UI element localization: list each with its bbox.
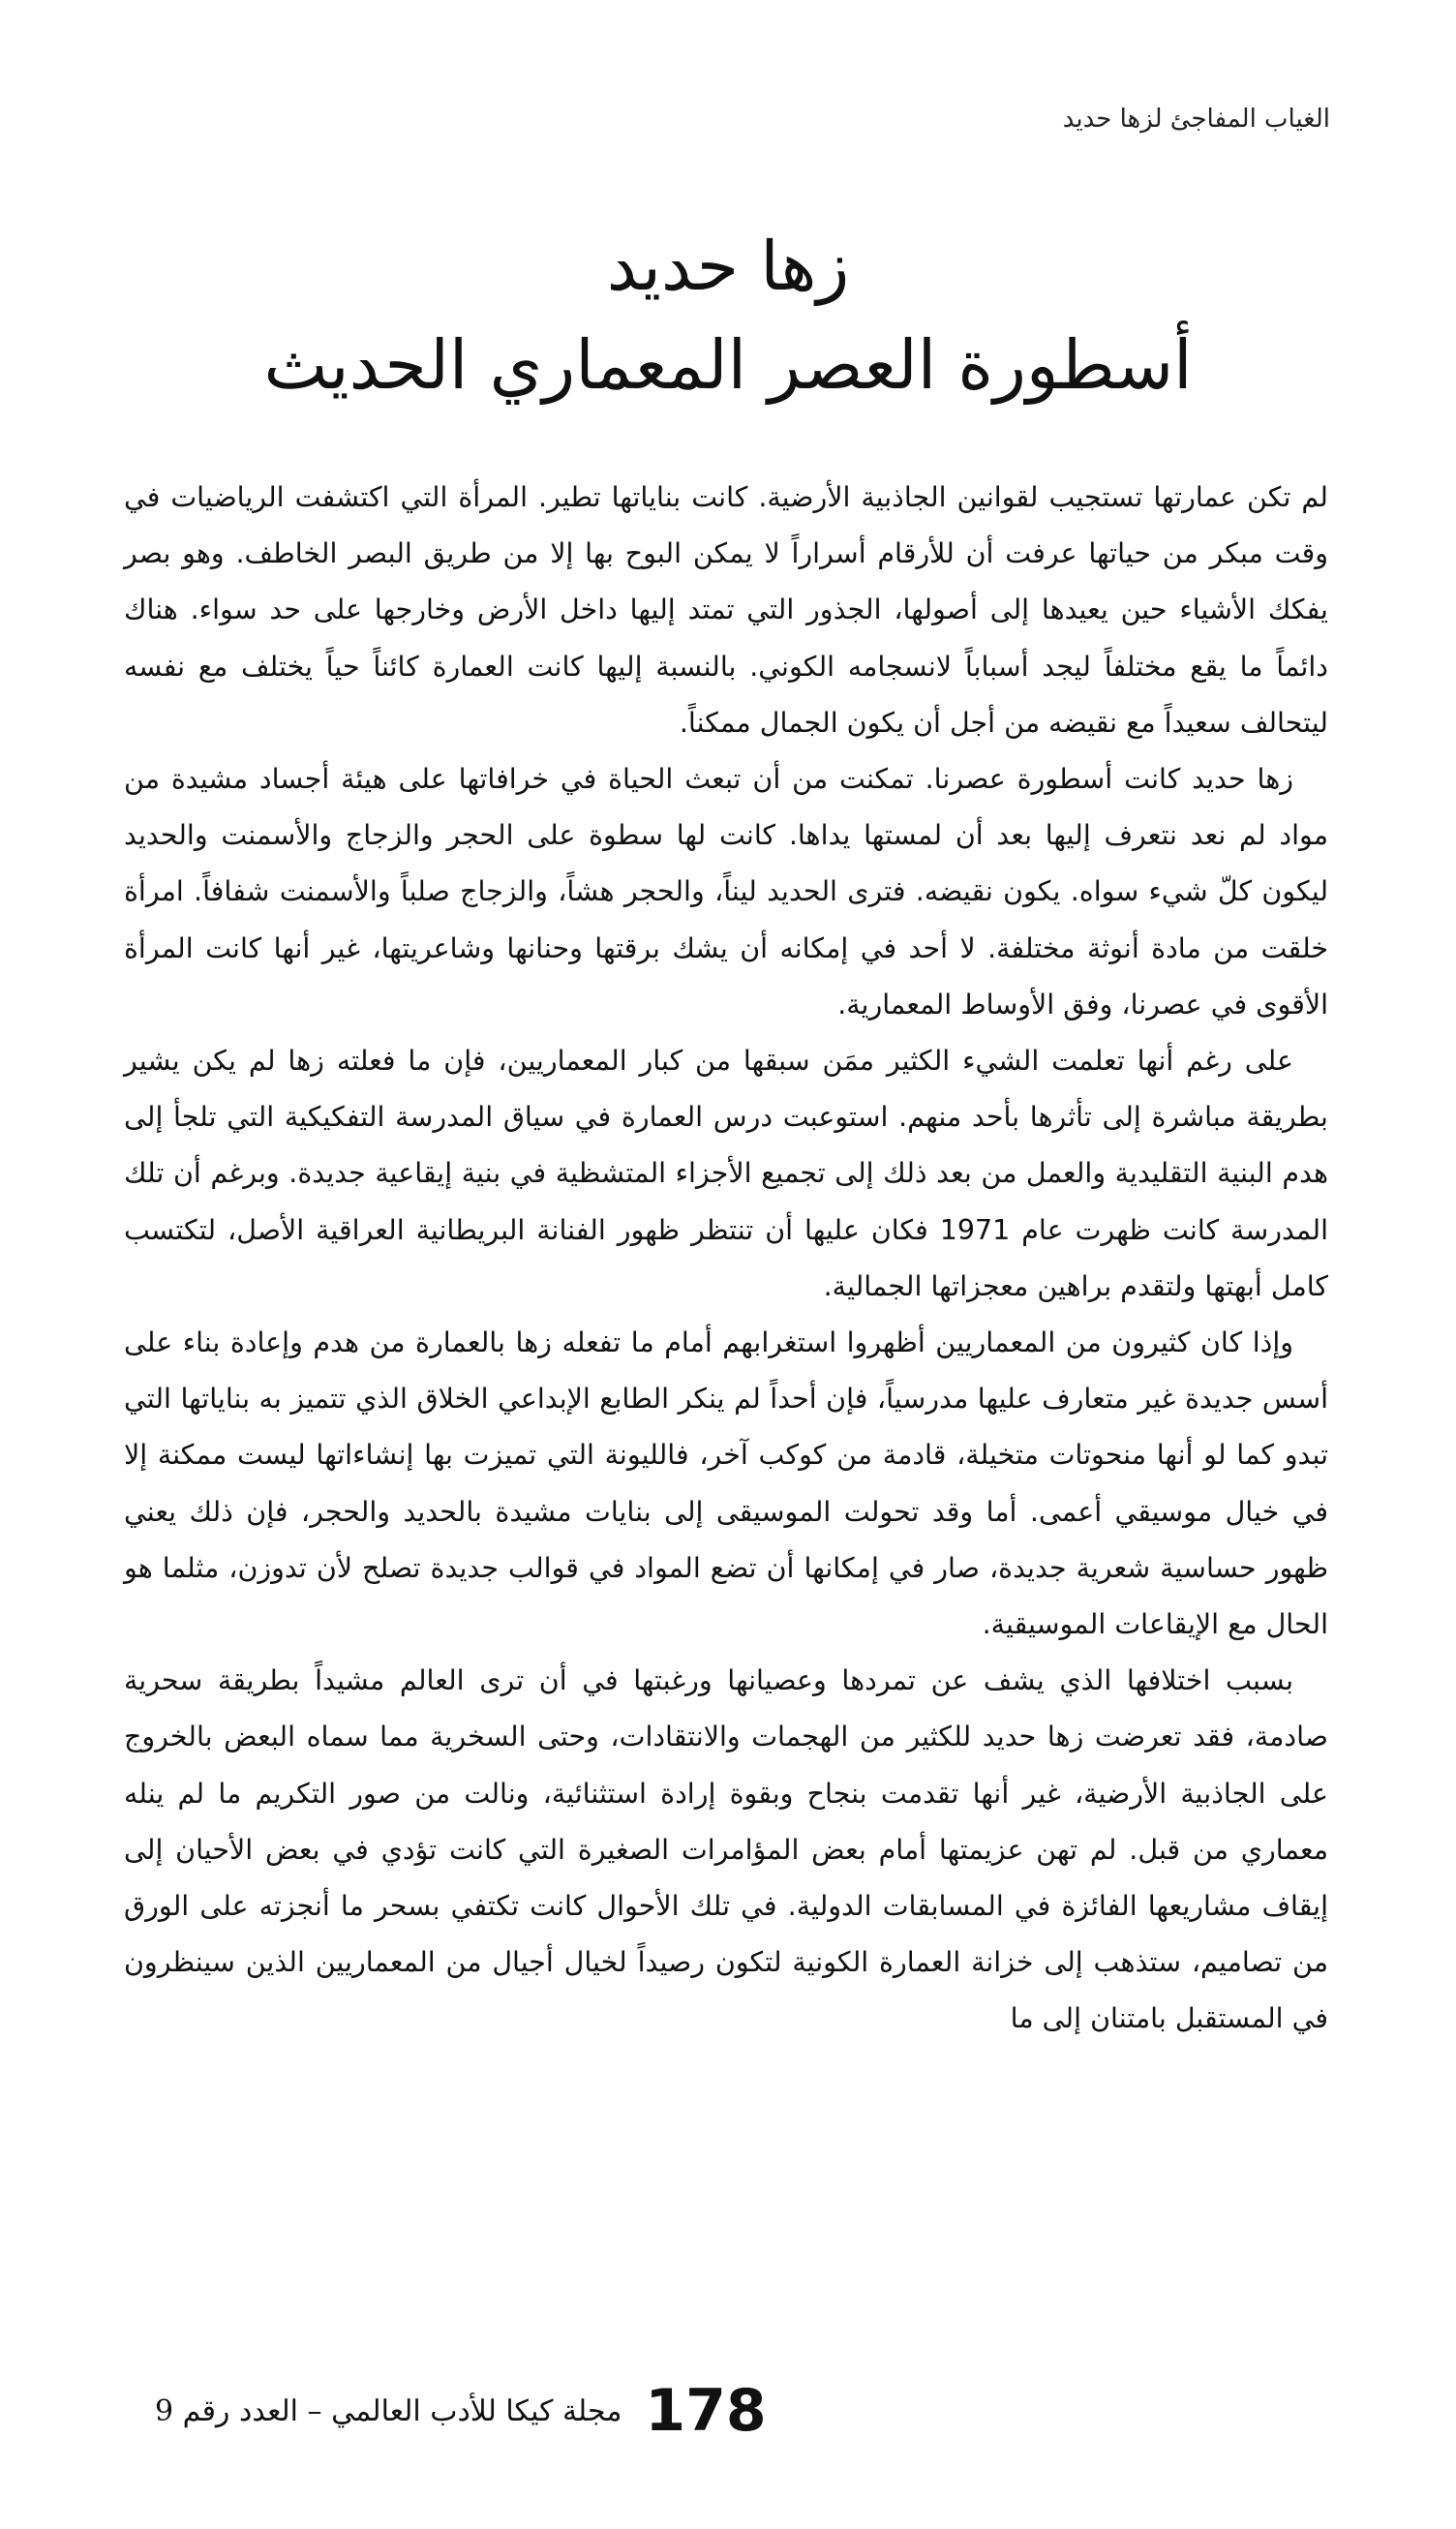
title-line-subtitle: أسطورة العصر المعماري الحديث (263, 324, 1193, 405)
paragraph-2: زها حديد كانت أسطورة عصرنا. تمكنت من أن تبعث الحياة في خرافاتها على هيئة أجساد مشيدة من مواد لم نعد نتعرف إليها بعد أن لمستها يداها. كانت لها سطوة على الحجر والزجاج والأسمنت والحديد ليكون كلّ شيء سواه. يكون نقيضه. فترى الحديد ليناً، والحجر هشاً، والزجاج صلباً والأسمنت شفافاً. امرأة خلقت من مادة أنوثة مختلفة. لا أحد في إمكانه أن يشك برقتها وحنانها وشاعريتها، غير أنها كانت المرأة الأقوى في عصرنا، وفق الأوساط المعمارية. (124, 763, 1328, 1021)
paragraph-3: على رغم أنها تعلمت الشيء الكثير ممَن سبقها من كبار المعماريين، فإن ما فعلته زها لم يكن يشير بطريقة مباشرة إلى تأثرها بأحد منهم. استوعبت درس العمارة في سياق المدرسة التفكيكية التي تلجأ إلى هدم البنية التقليدية والعمل من بعد ذلك إلى تجميع الأجزاء المتشظية في بنية إيقاعية جديدة. وبرغم أن تلك المدرسة كانت ظهرت عام 1971 فكان عليها أن تنتظر ظهور الفنانة البريطانية العراقية الأصل، لتكتسب كامل أبهتها ولتقدم براهين معجزاتها الجمالية. (124, 1045, 1328, 1302)
title-line-name: زها حديد (606, 227, 850, 306)
page-number: 178 (645, 2377, 767, 2445)
paragraph-4: وإذا كان كثيرون من المعماريين أظهروا استغرابهم أمام ما تفعله زها بالعمارة من هدم وإعادة بناء على أسس جديدة غير متعارف عليها مدرسياً، فإن أحداً لم ينكر الطابع الإبداعي الخلاق الذي تتميز به بناياتها التي تبدو كما لو أنها منحوتات متخيلة، قادمة من كوكب آخر، فالليونة التي تميزت بها إنشاءاتها ليست ممكنة إلا في خيال موسيقي أعمى. أما وقد تحولت الموسيقى إلى بنايات مشيدة بالحديد والحجر، فإن ذلك يعني ظهور حساسية شعرية جديدة، صار في إمكانها أن تضع المواد في قوالب جديدة تصلح لأن تدوزن، مثلما هو الحال مع الإيقاعات الموسيقية. (124, 1326, 1328, 1641)
page-footer (155, 2377, 767, 2445)
journal-name: مجلة كيكا للأدب العالمي – العدد رقم 9 (155, 2393, 622, 2428)
article-body (124, 470, 1328, 2048)
paragraph-5: بسبب اختلافها الذي يشف عن تمردها وعصيانها ورغبتها في أن ترى العالم مشيداً بطريقة سحرية صادمة، فقد تعرضت زها حديد للكثير من الهجمات والانتقادات، وحتى السخرية مما سماه البعض بالخروج على الجاذبية الأرضية، غير أنها تقدمت بنجاح وبقوة إرادة استثنائية، ونالت من صور التكريم ما لم ينله معماري من قبل. لم تهن عزيمتها أمام بعض المؤامرات الصغيرة التي كانت تؤدي في بعض الأحيان إلى إيقاف مشاريعها الفائزة في المسابقات الدولية. في تلك الأحوال كانت تكتفي بسحر ما أنجزته على الورق من تصاميم، ستذهب إلى خزانة العمارة الكونية لتكون رصيداً لخيال أجيال من المعماريين الذين سينظرون في المستقبل بامتنان إلى ما (124, 1664, 1328, 2035)
running-header: الغياب المفاجئ لزها حديد (1062, 105, 1330, 134)
article-title (126, 218, 1330, 414)
paragraph-1: لم تكن عمارتها تستجيب لقوانين الجاذبية الأرضية. كانت بناياتها تطير. المرأة التي اكتشفت الرياضيات في وقت مبكر من حياتها عرفت أن للأرقام أسراراً لا يمكن البوح بها إلا من طريق البصر الخاطف. وهو بصر يفكك الأشياء حين يعيدها إلى أصولها، الجذور التي تمتد إليها داخل الأرض وخارجها على حد سواء. هناك دائماً ما يقع مختلفاً ليجد أسباباً لانسجامه الكوني. بالنسبة إليها كانت العمارة كائناً حياً يختلف مع نفسه ليتحالف سعيداً مع نقيضه من أجل أن يكون الجمال ممكناً. (124, 481, 1328, 739)
